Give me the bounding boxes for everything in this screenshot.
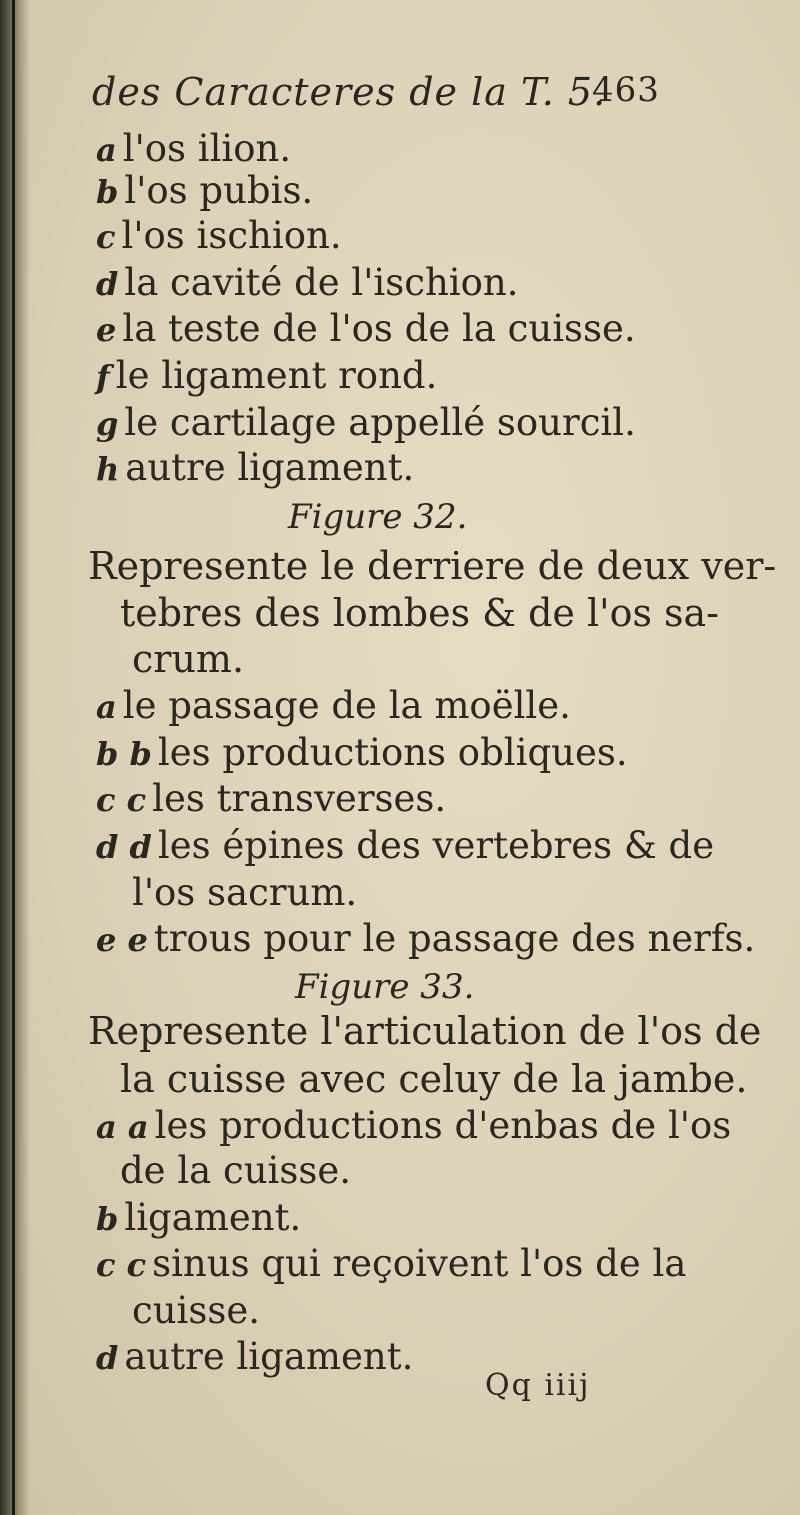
list-item — [96, 918, 755, 961]
list-item — [96, 1105, 731, 1148]
item-letter: c c — [96, 781, 147, 819]
item-text: de la cuisse. — [120, 1149, 352, 1192]
item-letter: c — [96, 218, 116, 256]
item-letter: f — [96, 358, 110, 396]
figure-33-heading: Figure 33. — [295, 967, 475, 1007]
item-letter: b — [96, 1200, 119, 1238]
figure-32-description-line: tebres des lombes & de l'os sa- — [120, 591, 720, 635]
item-text: trous pour le passage des nerfs. — [153, 917, 756, 960]
item-text: ligament. — [124, 1196, 302, 1239]
item-text: le passage de la moëlle. — [122, 684, 571, 727]
figure-32-description-line: crum. — [132, 637, 245, 681]
item-text: cuisse. — [132, 1289, 261, 1332]
item-text: autre ligament. — [125, 446, 415, 489]
item-text: la teste de l'os de la cuisse. — [122, 307, 636, 350]
gutter-line — [12, 0, 15, 1515]
item-letter: e — [96, 311, 117, 349]
list-item — [120, 1150, 351, 1193]
item-letter: a a — [96, 1108, 149, 1146]
item-text: les épines des vertebres & de — [157, 824, 715, 867]
item-letter: d — [96, 265, 119, 303]
item-letter: b b — [96, 735, 152, 773]
item-text: le ligament rond. — [115, 354, 438, 397]
figure-32-heading: Figure 32. — [288, 497, 468, 537]
item-text: autre ligament. — [124, 1335, 414, 1378]
list-item — [96, 1243, 686, 1286]
figure-33-description-line: Represente l'articulation de l'os de — [88, 1009, 762, 1053]
list-item — [132, 872, 357, 915]
item-text: l'os ilion. — [122, 127, 292, 170]
item-letter: d — [96, 1339, 119, 1377]
list-item — [96, 355, 437, 398]
list-item — [96, 402, 636, 445]
item-text: l'os pubis. — [124, 169, 314, 212]
item-letter: e e — [96, 921, 148, 959]
figure-33-description-line: la cuisse avec celuy de la jambe. — [120, 1057, 748, 1101]
list-item — [96, 262, 519, 305]
list-item — [132, 1290, 260, 1333]
item-text: l'os sacrum. — [132, 871, 358, 914]
item-text: les productions obliques. — [157, 731, 628, 774]
list-item — [96, 685, 571, 728]
item-letter: g — [96, 405, 119, 443]
figure-32-description-line: Represente le derriere de deux ver- — [88, 544, 777, 588]
item-letter: b — [96, 173, 119, 211]
item-text: le cartilage appellé sourcil. — [124, 401, 636, 444]
signature-mark: Qq iiij — [485, 1368, 591, 1403]
page-gutter — [0, 0, 30, 1515]
item-text: les transverses. — [152, 777, 447, 820]
list-item — [96, 1336, 413, 1379]
list-item — [96, 447, 414, 490]
item-text: l'os ischion. — [121, 214, 342, 257]
list-item — [96, 308, 636, 351]
item-letter: c c — [96, 1246, 147, 1284]
item-text: les productions d'enbas de l'os — [154, 1104, 732, 1147]
page-number: 463 — [592, 70, 660, 110]
item-letter: d d — [96, 828, 152, 866]
running-header — [92, 70, 732, 126]
list-item — [96, 128, 291, 171]
list-item — [96, 732, 628, 775]
list-item — [96, 825, 714, 868]
list-item — [96, 215, 342, 258]
list-item — [96, 170, 313, 213]
list-item — [96, 1197, 301, 1240]
running-title: des Caracteres de la T. 5. — [92, 70, 607, 114]
item-letter: a — [96, 131, 117, 169]
item-letter: h — [96, 450, 120, 488]
item-text: sinus qui reçoivent l'os de la — [152, 1242, 687, 1285]
item-text: la cavité de l'ischion. — [124, 261, 519, 304]
list-item — [96, 778, 446, 821]
item-letter: a — [96, 688, 117, 726]
